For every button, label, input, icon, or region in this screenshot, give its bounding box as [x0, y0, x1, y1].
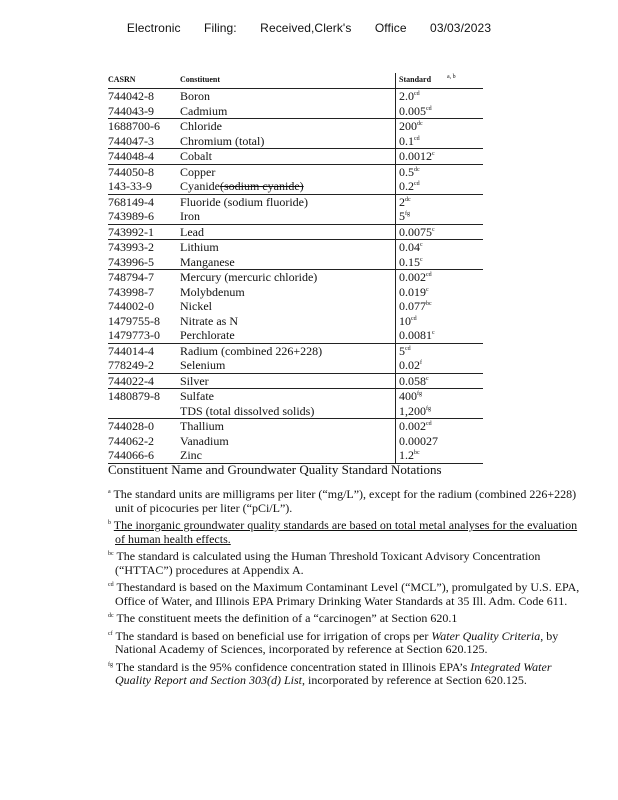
standard-cell [396, 404, 484, 419]
standards-table [108, 73, 483, 464]
table-row [108, 194, 483, 209]
casrn-cell: 744066-6 [108, 448, 180, 463]
header-received: Received,Clerk's [260, 21, 352, 35]
constituent-name: TDS (total dissolved solids) [180, 403, 315, 418]
standard-value: 0.04 [399, 240, 420, 255]
table-row [108, 119, 483, 134]
standard-note-mark: cd [414, 91, 420, 98]
column-header-casrn: CASRN [108, 73, 180, 89]
casrn-cell: 744043-9 [108, 103, 154, 118]
footnote-b [108, 519, 588, 546]
standard-cell [396, 179, 484, 194]
constituent-cell [180, 164, 396, 179]
table-row [108, 285, 483, 300]
casrn-cell: 748794-7 [108, 270, 180, 285]
constituent-name: Boron [180, 89, 210, 104]
constituent-cell [180, 434, 396, 449]
constituent-name: Silver [180, 373, 209, 388]
table-body [108, 89, 483, 464]
table-row [108, 255, 483, 270]
footnote-a [108, 488, 588, 515]
standard-note-mark: fg [405, 211, 410, 218]
standard-value: 5 [399, 343, 405, 358]
table-row [108, 358, 483, 373]
standard-note-mark: c [420, 256, 423, 263]
standard-value: 200 [399, 119, 417, 134]
constituent-name: Chloride [180, 119, 222, 134]
constituent-cell [180, 194, 396, 209]
standard-value: 0.002 [399, 419, 426, 434]
footnote-c-mark: bc [108, 551, 114, 557]
constituent-cell [180, 404, 396, 419]
footnote-g-italic: Integrated Water Quality Report and Section 303(d) List [115, 659, 552, 687]
table-row [108, 209, 483, 224]
constituent-cell [180, 373, 396, 389]
constituent-name: Perchlorate [180, 328, 235, 343]
standard-note-mark: fg [426, 405, 431, 412]
casrn-cell: 744050-8 [108, 164, 180, 179]
column-header-standard [396, 73, 484, 89]
table-row [108, 419, 483, 434]
standard-cell [396, 389, 484, 404]
casrn-cell: 143-33-9 [108, 179, 152, 194]
footnote-d-mark: cd [108, 582, 114, 588]
standard-value: 0.15 [399, 254, 420, 269]
table-row [108, 104, 483, 119]
constituent-cell [180, 179, 396, 194]
constituent-name: Molybdenum [180, 284, 245, 299]
standard-note-mark: dc [405, 196, 411, 203]
casrn-cell: 778249-2 [108, 358, 154, 373]
constituent-name: Cobalt [180, 149, 212, 164]
standard-value: 1,200 [399, 403, 426, 418]
footnote-a-mark: a [108, 489, 111, 495]
casrn-cell: 744022-4 [108, 373, 180, 389]
standard-value: 10 [399, 313, 411, 328]
footnotes [108, 488, 588, 692]
table-row [108, 448, 483, 463]
casrn-cell [108, 404, 180, 419]
casrn-cell: 768149-4 [108, 194, 180, 209]
standard-cell [396, 270, 484, 285]
casrn-cell: 1479755-8 [108, 313, 160, 328]
table-row [108, 314, 483, 329]
footnote-f [108, 630, 588, 657]
constituent-cell [180, 389, 396, 404]
casrn-cell: 744028-0 [108, 419, 180, 434]
constituent-cell [180, 270, 396, 285]
footnote-a-text: The standard units are milligrams per liter (“mg/L”), except for the radium (combined 226+228) unit of picocuries per liter (“pCi/L”). [113, 487, 577, 515]
standard-value: 0.1 [399, 133, 414, 148]
table-row [108, 373, 483, 389]
constituent-name: Manganese [180, 254, 235, 269]
constituent-name: Sulfate [180, 389, 214, 404]
table-row [108, 179, 483, 194]
standard-note-mark: c [420, 242, 423, 249]
constituent-cell [180, 343, 396, 358]
table-row [108, 240, 483, 255]
constituent-name: Thallium [180, 419, 224, 434]
table-row [108, 389, 483, 404]
constituent-name: Selenium [180, 358, 226, 373]
constituent-cell [180, 255, 396, 270]
standard-note-mark: cd [411, 315, 417, 322]
standard-value: 0.2 [399, 179, 414, 194]
footnote-d-text: Thestandard is based on the Maximum Contaminant Level (“MCL”), promulgated by U.S. EPA, Office of Water, and Illinois EPA Primary Drinking Water Standards at 35 Ill. Adm. Code 611. [115, 580, 580, 608]
constituent-cell [180, 419, 396, 434]
standard-value: 2 [399, 194, 405, 209]
standard-note-mark: f [420, 360, 422, 367]
standard-cell [396, 328, 484, 343]
table-row [108, 149, 483, 165]
constituent-cell [180, 89, 396, 104]
standard-value: 400 [399, 389, 417, 404]
casrn-cell: 744014-4 [108, 343, 180, 358]
casrn-cell: 1480879-8 [108, 389, 180, 404]
table-row [108, 299, 483, 314]
header-filing: Filing: [204, 21, 237, 35]
standard-note-mark: dc [417, 121, 423, 128]
standard-cell [396, 194, 484, 209]
standard-cell [396, 434, 484, 449]
standard-value: 0.077 [399, 299, 426, 314]
standard-value: 5 [399, 209, 405, 224]
constituent-cell [180, 285, 396, 300]
casrn-cell: 743989-6 [108, 209, 154, 224]
constituent-name: Mercury (mercuric chloride) [180, 270, 318, 285]
standard-cell [396, 134, 484, 149]
standard-cell [396, 164, 484, 179]
header-electronic: Electronic [126, 21, 181, 35]
standard-note-mark: cd [405, 345, 411, 352]
constituent-cell [180, 448, 396, 463]
constituent-cell [180, 358, 396, 373]
casrn-cell: 1688700-6 [108, 119, 180, 134]
standard-value: 0.0012 [399, 149, 432, 164]
standard-value: 0.058 [399, 373, 426, 388]
standard-note-mark: cd [426, 105, 432, 112]
footnote-b-text: The inorganic groundwater quality standards are based on total metal analyses for the evaluation of human health effects. [113, 518, 578, 546]
casrn-cell: 744062-2 [108, 433, 154, 448]
table-row [108, 328, 483, 343]
standard-note-mark: c [432, 330, 435, 337]
footnote-d [108, 581, 588, 608]
table-row [108, 134, 483, 149]
constituent-cell [180, 328, 396, 343]
constituent-name: Fluoride (sodium fluoride) [180, 194, 308, 209]
constituent-name: Chromium (total) [180, 133, 265, 148]
standard-value: 2.0 [399, 89, 414, 104]
footnote-f-italic: Water Quality Criteria [431, 628, 541, 643]
table-row [108, 224, 483, 240]
standard-note-mark: c [432, 226, 435, 233]
constituent-cell [180, 240, 396, 255]
casrn-cell: 744002-0 [108, 299, 154, 314]
standard-value: 0.02 [399, 358, 420, 373]
table-row [108, 270, 483, 285]
constituent-cell [180, 134, 396, 149]
standard-note-mark: cd [414, 135, 420, 142]
standard-cell [396, 89, 484, 104]
standard-note-mark: c [432, 151, 435, 158]
standard-value: 0.0081 [399, 328, 432, 343]
standard-note-mark: c [426, 375, 429, 382]
casrn-cell: 743998-7 [108, 284, 154, 299]
standard-value: 0.002 [399, 270, 426, 285]
table-row [108, 164, 483, 179]
constituent-name: Lead [180, 224, 204, 239]
constituent-name: Radium (combined 226+228) [180, 343, 323, 358]
standard-cell [396, 285, 484, 300]
standard-value: 0.0075 [399, 224, 432, 239]
table-row [108, 434, 483, 449]
constituent-strikethrough: (sodium cyanide) [220, 179, 304, 194]
table-row [108, 404, 483, 419]
standard-cell [396, 419, 484, 434]
standard-note-mark: c [426, 286, 429, 293]
standard-note-mark: cd [414, 181, 420, 188]
footnote-g-post: , incorporated by reference at Section 620.125. [301, 673, 527, 687]
constituent-name: Vanadium [180, 433, 229, 448]
constituent-name: Lithium [180, 240, 219, 255]
constituent-cell [180, 104, 396, 119]
casrn-cell: 743996-5 [108, 254, 154, 269]
standard-cell [396, 240, 484, 255]
standard-cell [396, 358, 484, 373]
standard-value: 0.5 [399, 164, 414, 179]
footnote-g [108, 661, 588, 688]
constituent-cell [180, 209, 396, 224]
standard-cell [396, 343, 484, 358]
footnote-e-mark: dc [108, 613, 114, 619]
footnote-c [108, 550, 588, 577]
footnote-f-pre: The standard is based on beneficial use for irrigation of crops per [115, 628, 429, 643]
footnote-g-mark: fg [108, 661, 113, 668]
constituent-name: Nitrate as N [180, 313, 238, 328]
table-row [108, 89, 483, 104]
header-office: Office [374, 21, 407, 35]
header-date: 03/03/2023 [430, 21, 492, 35]
standard-cell [396, 104, 484, 119]
standard-note-mark: dc [414, 166, 420, 173]
standard-header-superscript: a, b [447, 74, 456, 81]
standard-label: Standard [399, 75, 432, 84]
constituent-name: Cadmium [180, 103, 228, 118]
standard-note-mark: bc [426, 301, 432, 308]
standard-cell [396, 373, 484, 389]
constituent-name: Cyanide [180, 179, 220, 194]
casrn-cell: 744048-4 [108, 149, 180, 165]
standard-value: 0.005 [399, 103, 426, 118]
table-header-row [108, 73, 483, 89]
standard-note-mark: cd [426, 272, 432, 279]
standard-value: 0.019 [399, 284, 426, 299]
casrn-cell: 743992-1 [108, 224, 180, 240]
standard-cell [396, 149, 484, 165]
constituent-name: Zinc [180, 448, 202, 463]
footnote-e-pre: The constituent meets the definition of a “carcinogen” at Section [116, 611, 428, 625]
standard-cell [396, 209, 484, 224]
casrn-cell: 743993-2 [108, 240, 180, 255]
casrn-cell: 744042-8 [108, 89, 154, 104]
standard-cell [396, 314, 484, 329]
constituent-cell [180, 119, 396, 134]
footnote-f-post: , by National Academy of Sciences, incorporated by reference at Section 620.125. [115, 628, 559, 656]
casrn-cell: 744047-3 [108, 133, 154, 148]
constituent-name: Copper [180, 164, 216, 179]
standard-value: 0.00027 [399, 433, 438, 448]
footnote-b-mark: b [108, 520, 111, 526]
standard-cell [396, 224, 484, 240]
standard-cell [396, 119, 484, 134]
standard-value: 1.2 [399, 448, 414, 463]
standard-cell [396, 448, 484, 463]
table-row [108, 343, 483, 358]
standard-cell [396, 299, 484, 314]
footnote-g-mid: Illinois EPA’s [402, 659, 468, 674]
column-header-constituent: Constituent [180, 73, 396, 89]
section-title: Constituent Name and Groundwater Quality Standard Notations [108, 462, 442, 477]
footnote-c-text: The standard is calculated using the Human Threshold Toxicant Advisory Concentration (“HTTAC”) procedures at Appendix A. [115, 549, 541, 577]
constituent-name: Nickel [180, 299, 212, 314]
footnote-f-mark: cf [108, 630, 113, 637]
constituent-cell [180, 149, 396, 165]
constituent-name: Iron [180, 209, 200, 224]
standard-note-mark: cd [426, 421, 432, 428]
standard-cell [396, 255, 484, 270]
footnote-g-pre: The standard is the 95% confidence concentration stated in [115, 659, 400, 674]
casrn-cell: 1479773-0 [108, 328, 160, 343]
footnote-e-post: 620.1 [430, 611, 458, 625]
footnote-e [108, 612, 588, 626]
standard-note-mark: fg [417, 391, 422, 398]
filing-header [0, 21, 618, 35]
constituent-cell [180, 299, 396, 314]
constituent-cell [180, 224, 396, 240]
constituent-cell [180, 314, 396, 329]
standard-note-mark: bc [414, 450, 420, 457]
